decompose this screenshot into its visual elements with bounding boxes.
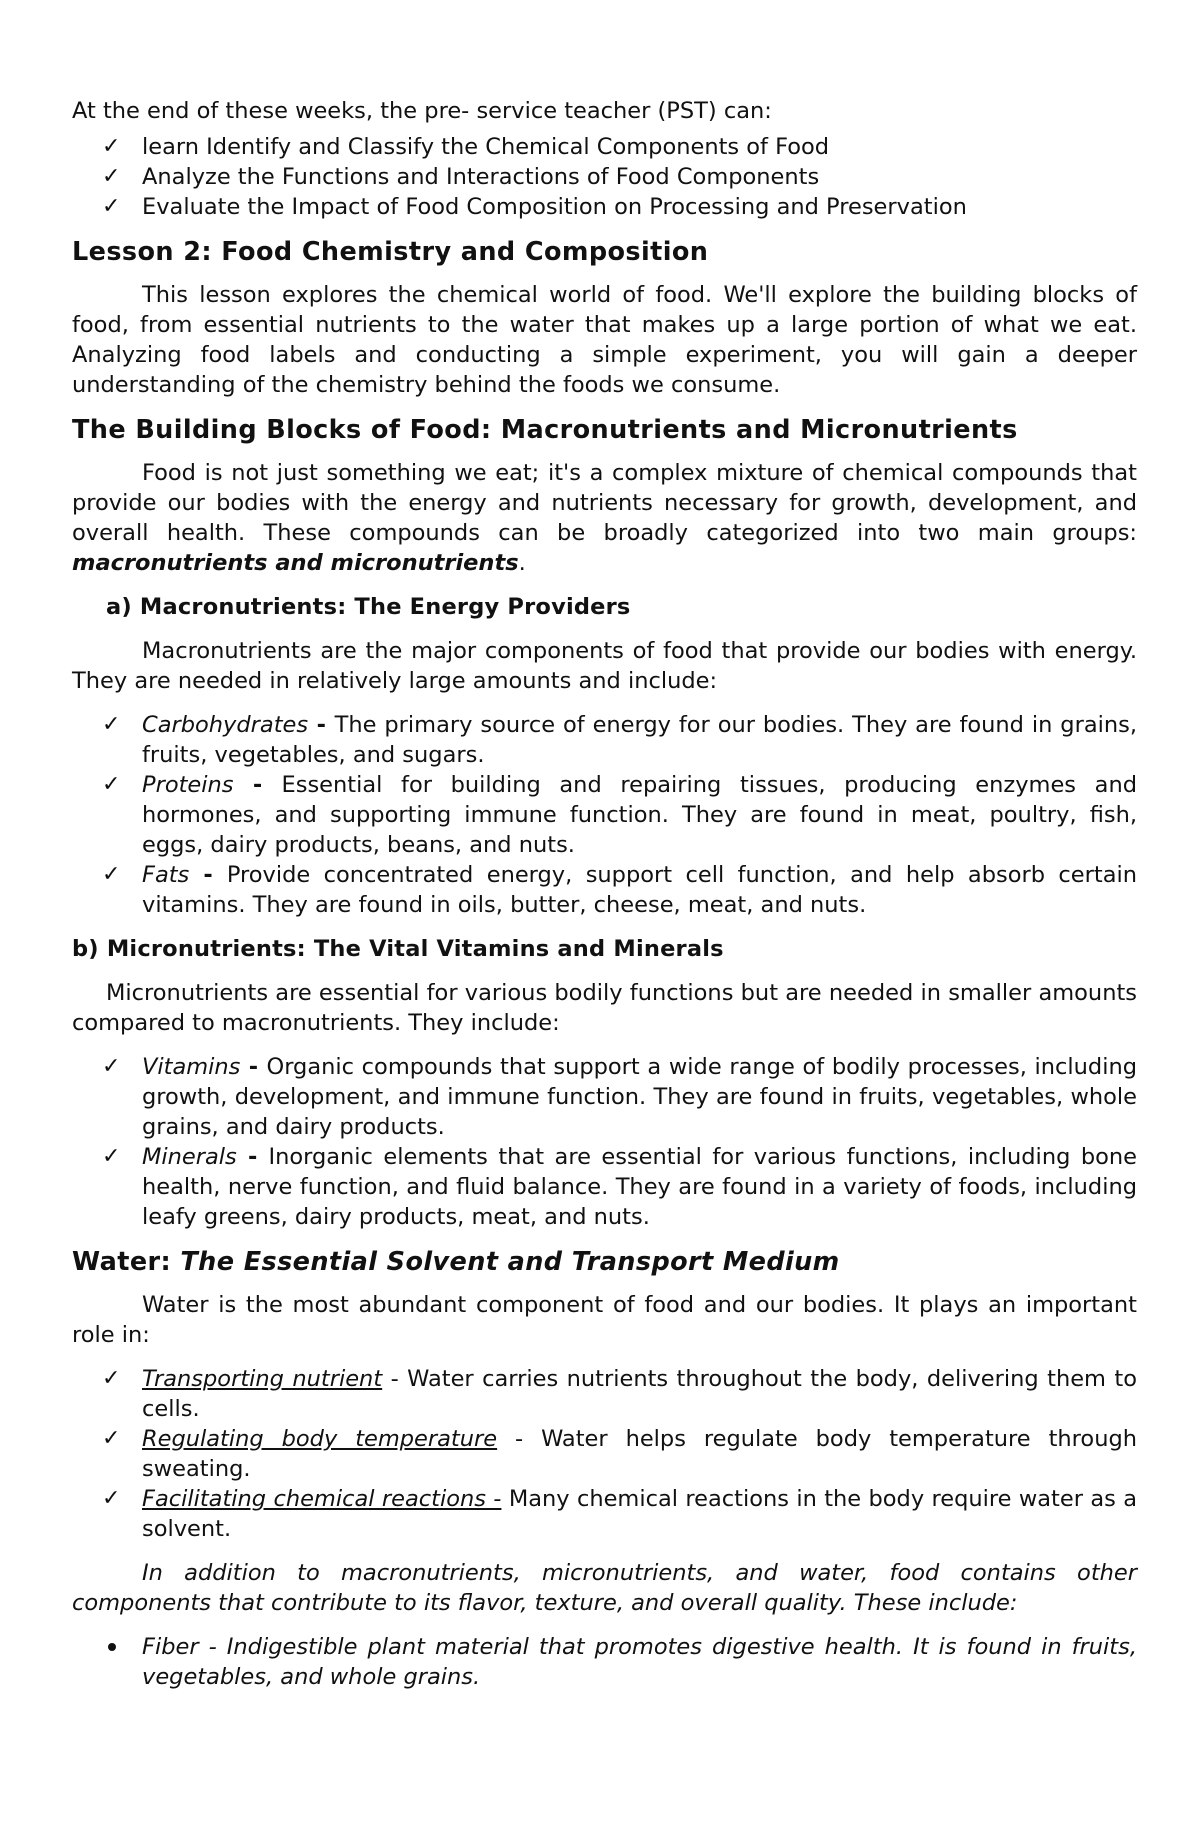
list-item (72, 1052, 1137, 1142)
other-components-intro: In addition to macronutrients, micronutrients, and water, food contains other components that contribute to its flavor, texture, and overall quality. These include: (72, 1560, 1137, 1616)
checkmark-icon: ✓ (102, 1426, 121, 1451)
item-term: Facilitating chemical reactions - (142, 1486, 502, 1512)
checkmark-icon: ✓ (102, 712, 121, 737)
item-description: Many chemical reactions in the body require water as a solvent. (142, 1486, 1138, 1542)
objective-text: learn Identify and Classify the Chemical Components of Food (142, 134, 830, 160)
water-title (72, 1246, 1137, 1278)
item-term: Regulating body temperature (142, 1426, 498, 1452)
macronutrients-list (72, 710, 1137, 920)
list-item (72, 162, 1137, 192)
list-item (72, 1632, 1137, 1692)
item-description: Indigestible plant material that promotes digestive health. It is found in fruits, vegetables, and whole grains. (142, 1634, 1137, 1690)
item-description: Essential for building and repairing tissues, producing enzymes and hormones, and supporting immune function. They are found in meat, poultry, fish, eggs, dairy products, beans, and nuts. (142, 772, 1137, 858)
list-item (72, 192, 1137, 222)
checkmark-icon: ✓ (102, 1486, 121, 1511)
list-item (72, 132, 1137, 162)
item-term: Fiber (142, 1634, 199, 1660)
item-term: Minerals (142, 1144, 237, 1170)
water-title-lead: Water: (72, 1247, 181, 1277)
item-description: Provide concentrated energy, support cell function, and help absorb certain vitamins. They are found in oils, butter, cheese, meat, and nuts. (142, 862, 1137, 918)
macronutrients-heading: a) Macronutrients: The Energy Providers (106, 594, 631, 620)
list-item (72, 1484, 1137, 1544)
water-list (72, 1364, 1137, 1544)
micronutrients-heading: b) Micronutrients: The Vital Vitamins and Minerals (72, 936, 724, 962)
checkmark-icon: ✓ (102, 134, 121, 159)
objective-text: Evaluate the Impact of Food Composition on Processing and Preservation (142, 194, 967, 220)
water-title-rest: The Essential Solvent and Transport Medium (180, 1247, 840, 1277)
objectives-intro: At the end of these weeks, the pre- service teacher (PST) can: (72, 98, 772, 124)
item-separator (501, 1486, 508, 1512)
checkmark-icon: ✓ (102, 1144, 121, 1169)
item-description: Water helps regulate body temperature through sweating. (142, 1426, 1137, 1482)
item-description: Water carries nutrients throughout the body, delivering them to cells. (142, 1366, 1137, 1422)
micronutrients-list (72, 1052, 1137, 1232)
item-term: Transporting nutrient (142, 1366, 383, 1392)
item-separator: - (308, 712, 335, 738)
item-description: Inorganic elements that are essential for various functions, including bone health, nerve function, and fluid balance. They are found in a variety of foods, including leafy greens, dairy products, meat, and nuts. (142, 1144, 1137, 1230)
checkmark-icon: ✓ (102, 772, 121, 797)
checkmark-icon: ✓ (102, 164, 121, 189)
list-item (72, 1424, 1137, 1484)
list-item (72, 860, 1137, 920)
item-term: Proteins (142, 772, 234, 798)
list-item (72, 1364, 1137, 1424)
list-item (72, 710, 1137, 770)
item-separator: - (198, 1634, 227, 1660)
water-intro: Water is the most abundant component of food and our bodies. It plays an important role in: (72, 1292, 1137, 1348)
bullet-icon (108, 1643, 116, 1651)
document-page (72, 96, 1137, 1692)
item-description: Organic compounds that support a wide range of bodily processes, including growth, development, and immune function. They are found in fruits, vegetables, whole grains, and dairy products. (142, 1054, 1138, 1140)
checkmark-icon: ✓ (102, 862, 121, 887)
item-term: Fats (142, 862, 190, 888)
list-item (72, 770, 1137, 860)
list-item (72, 1142, 1137, 1232)
building-blocks-title: The Building Blocks of Food: Macronutrients and Micronutrients (72, 415, 1018, 445)
emphasis-text: macronutrients and micronutrients (72, 550, 519, 576)
checkmark-icon: ✓ (102, 194, 121, 219)
lesson-title: Lesson 2: Food Chemistry and Composition (72, 237, 709, 267)
item-separator: - (236, 1144, 269, 1170)
macronutrients-intro: Macronutrients are the major components of food that provide our bodies with energy. They are needed in relatively large amounts and include: (72, 638, 1137, 694)
item-separator: - (233, 772, 282, 798)
paragraph-end: . (518, 550, 526, 576)
checkmark-icon: ✓ (102, 1054, 121, 1079)
checkmark-icon: ✓ (102, 1366, 121, 1391)
building-blocks-paragraph (72, 458, 1137, 578)
objectives-list (72, 132, 1137, 222)
paragraph-text: Food is not just something we eat; it's a complex mixture of chemical compounds that provide our bodies with the energy and nutrients necessary for growth, development, and overall health. These compounds can be broadly categorized into two main groups: (72, 460, 1137, 546)
item-term: Carbohydrates (142, 712, 309, 738)
item-separator: - (497, 1426, 542, 1452)
item-separator: - (382, 1366, 408, 1392)
micronutrients-intro: Micronutrients are essential for various bodily functions but are needed in smaller amounts compared to macronutrients. They include: (72, 980, 1137, 1036)
item-separator: - (240, 1054, 267, 1080)
objective-text: Analyze the Functions and Interactions of Food Components (142, 164, 820, 190)
item-separator: - (189, 862, 227, 888)
item-term: Vitamins (142, 1054, 241, 1080)
lesson-intro: This lesson explores the chemical world of food. We'll explore the building blocks of food, from essential nutrients to the water that makes up a large portion of what we eat. Analyzing food labels and conducting a simple experiment, you will gain a deeper understanding of the chemistry behind the foods we consume. (72, 282, 1137, 398)
other-components-list (72, 1632, 1137, 1692)
item-description: The primary source of energy for our bodies. They are found in grains, fruits, vegetables, and sugars. (142, 712, 1137, 768)
